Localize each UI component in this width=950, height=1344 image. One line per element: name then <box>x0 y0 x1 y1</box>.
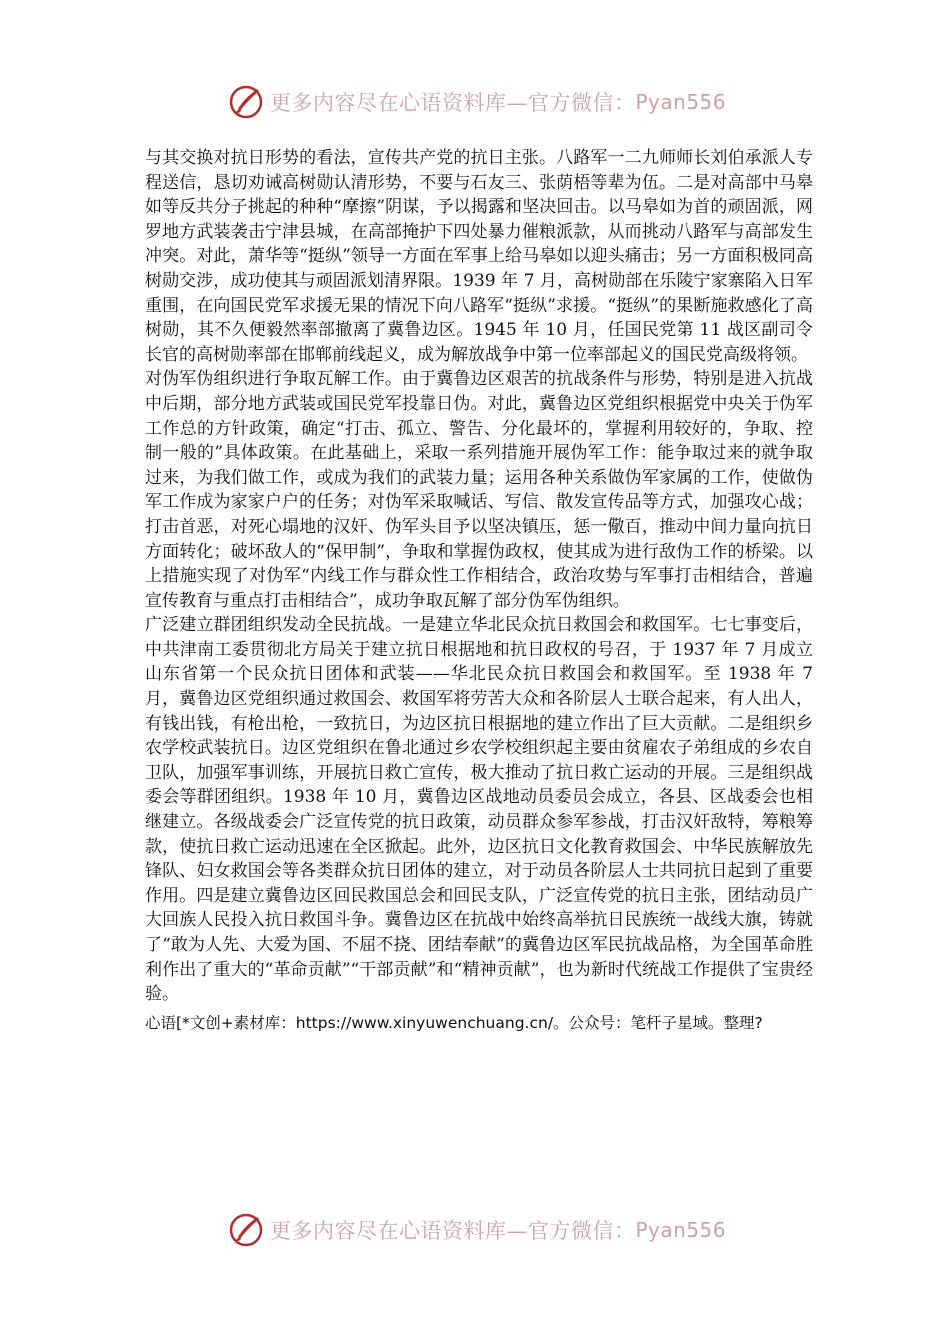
paragraph-1: 与其交换对抗日形势的看法，宣传共产党的抗日主张。八路军一二九师师长刘伯承派人专程送信，恳切劝诫高树勋认清形势，不要与石友三、张荫梧等辈为伍。二是对高部中马皋如等反共分子挑起的种种“摩擦”阴谋，予以揭露和坚决回击。以马皋如为首的顽固派，网罗地方武装袭击宁津县城，在高部掩护下四处暴力催粮派款，从而挑动八路军与高部发生冲突。对此，萧华等“挺纵”领导一方面在军事上给马皋如以迎头痛击；另一方面积极同高树勋交涉，成功使其与顽固派划清界限。1939 年 7 月，高树勋部在乐陵宁家寨陷入日军重围，在向国民党军求援无果的情况下向八路军“挺纵”求援。“挺纵”的果断施救感化了高树勋，其不久便毅然率部撤离了冀鲁边区。1945 年 10 月，任国民党第 11 战区副司令长官的高树勋率部在邯郸前线起义，成为解放战争中第一位率部起义的国民党高级将领。 <box>145 148 813 365</box>
header-banner <box>0 80 950 124</box>
paragraph-3: 广泛建立群团组织发动全民抗战。一是建立华北民众抗日救国会和救国军。七七事变后，中共津南工委贯彻北方局关于建立抗日根据地和抗日政权的号召，于 1937 年 7 月成立山东省第一个民众抗日团体和武装——华北民众抗日救国会和救国军。至 1938 年 7 月，冀鲁边区党组织通过救国会、救国军将劳苦大众和各阶层人士联合起来，有人出人，有钱出钱，有枪出枪，一致抗日，为边区抗日根据地的建立作出了巨大贡献。二是组织乡农学校武装抗日。边区党组织在鲁北通过乡农学校组织起主要由贫雇农子弟组成的乡农自卫队，加强军事训练，开展抗日救亡宣传，极大推动了抗日救亡运动的开展。三是组织战委会等群团组织。1938 年 10 月，冀鲁边区战地动员委员会成立，各县、区战委会也相继建立。各级战委会广泛宣传党的抗日政策，动员群众参军参战，打击汉奸敌特，筹粮筹款，使抗日救亡运动迅速在全区掀起。此外，边区抗日文化教育救国会、中华民族解放先锋队、妇女救国会等各类群众抗日团体的建立，对于动员各阶层人士共同抗日起到了重要作用。四是建立冀鲁边区回民救国总会和回民支队，广泛宣传党的抗日主张，团结动员广大回族人民投入抗日救国斗争。冀鲁边区在抗战中始终高举抗日民族统一战线大旗，铸就了“敢为人先、大爱为国、不屈不挠、团结奉献”的冀鲁边区军民抗战品格，为全国革命胜利作出了重大的“革命贡献”“干部贡献”和“精神贡献”，也为新时代统战工作提供了宝贵经验。 <box>145 615 813 1005</box>
wechat-id: Pyan556 <box>635 90 727 114</box>
banner-text: 更多内容尽在心语资料库—官方微信： <box>270 1219 636 1243</box>
brush-logo-icon <box>226 1210 266 1250</box>
source-footer-line: 心语[*文创+素材库：https://www.xinyuwenchuang.cn/。公众号：笔杆子星域。整理? <box>145 1013 763 1032</box>
footer-banner <box>0 1208 950 1252</box>
wechat-id: Pyan556 <box>635 1218 727 1242</box>
paragraph-2: 对伪军伪组织进行争取瓦解工作。由于冀鲁边区艰苦的抗战条件与形势，特别是进入抗战中后期，部分地方武装或国民党军投靠日伪。对此，冀鲁边区党组织根据党中央关于伪军工作总的方针政策，确定“打击、孤立、警告、分化最坏的，掌握利用较好的，争取、控制一般的”具体政策。在此基础上，采取一系列措施开展伪军工作：能争取过来的就争取过来，为我们做工作，或成为我们的武装力量；运用各种关系做伪军家属的工作，使做伪军工作成为家家户户的任务；对伪军采取喊话、写信、散发宣传品等方式，加强攻心战；打击首恶，对死心塌地的汉奸、伪军头目予以坚决镇压，惩一儆百，推动中间力量向抗日方面转化；破坏敌人的“保甲制”，争取和掌握伪政权，使其成为进行敌伪工作的桥梁。以上措施实现了对伪军“内线工作与群众性工作相结合，政治攻势与军事打击相结合，普遍宣传教育与重点打击相结合”，成功争取瓦解了部分伪军伪组织。 <box>145 369 813 611</box>
brush-logo-icon <box>226 82 266 122</box>
document-body <box>145 146 813 1035</box>
banner-text: 更多内容尽在心语资料库—官方微信： <box>270 91 636 115</box>
